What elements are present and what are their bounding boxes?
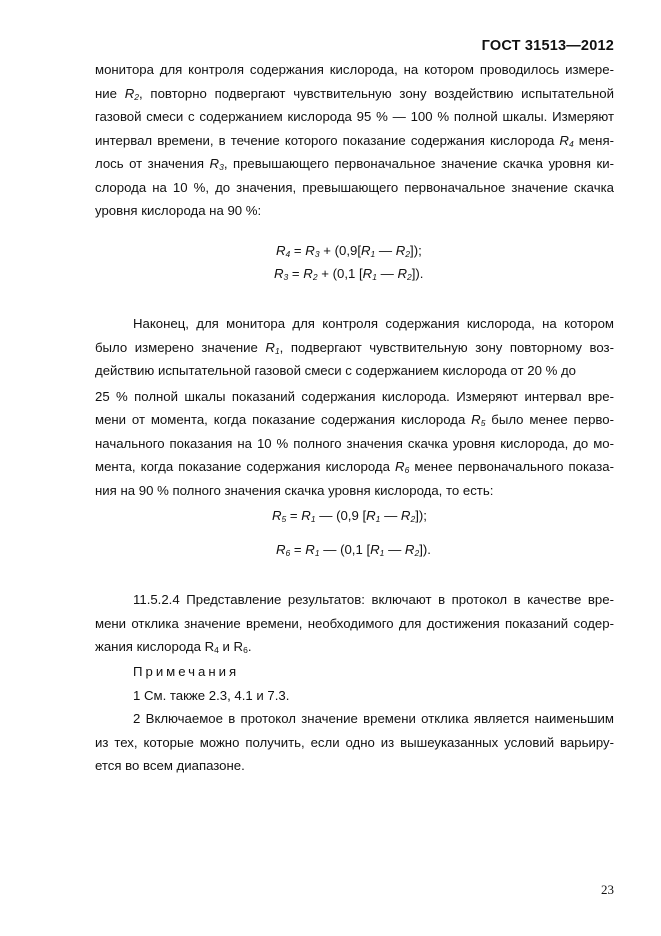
text-segment: менее первоначального показа-ния на 90 % полного значения скачка уровня кислорода, то есть:: [95, 459, 614, 498]
text-segment: меня-лось от значения: [95, 132, 614, 171]
formula-r3: $R_3 = R_2 + (0,1$ [$R_1$ — $R_2$]).: [274, 266, 424, 282]
text-segment: 25 % полной шкалы показаний содержания кислорода. Измеряют интервал вре-мени от момента, когда показание содержания кислорода: [95, 388, 614, 427]
text-segment: было менее перво-начального показания на 10 % полного значения скачка уровня кислорода, до мо-мента, когда показание содержания кислорода: [95, 412, 614, 474]
paragraph-results-presentation: [95, 588, 614, 659]
text-segment: , превышающего первоначальное значение скачка уровня ки-слорода на 10 %, до значения, превышающего первоначальное значение скачка уровня кислорода на 90 %:: [95, 156, 614, 218]
formula-r5: $R_5 = R_1$ — (0,9 [$R_1$ — $R_2$]);: [272, 508, 427, 524]
var-r4: $R_4$: [559, 132, 574, 149]
note-2: 2 Включаемое в протокол значение времени отклика является наименьшим из тех, которые можно получить, если одно из вышеуказанных условий варьиру-ется во всем диапазоне.: [95, 711, 614, 773]
var-r6: $R_6$: [395, 459, 410, 475]
text-segment: Наконец, для монитора для контроля содержания кислорода, на котором было измерено значение: [95, 316, 614, 355]
formula-r6: $R_6 = R_1$ — (0,1 [$R_1$ — $R_2$]).: [276, 542, 431, 558]
var-r2: $R_2$: [124, 85, 140, 102]
paragraph-text: [95, 385, 614, 503]
var-r1: $R_1$: [265, 339, 280, 356]
paragraph-response-time-rise: [95, 58, 614, 223]
paragraph-text: [95, 312, 614, 383]
var-r5: $R_5$: [471, 412, 486, 428]
var-r3: $R_3$: [209, 156, 224, 172]
paragraph-response-time-fall: [95, 312, 614, 502]
text-segment: , повторно подвергают чувствительную зону воздействию испытательной газовой смеси с содержанием кислорода 95 % — 100 % полной шкалы. Измеряют интервал времени, в течение которого показание содержания кислорода: [95, 85, 614, 148]
text-segment: , подвергают чувствительную зону повторному воз-действию испытательной газовой смеси с содержанием кислорода от 20 % до: [95, 339, 614, 378]
notes-title: Примечания: [133, 664, 240, 679]
paragraph-text: 11.5.2.4 Представление результатов: включают в протокол в качестве вре-мени отклика значение времени, необходимого для достижения показаний содер-жания кислорода $R_4$ и $R_6$.: [95, 592, 614, 655]
paragraph-text: [95, 58, 614, 223]
formula-r4: $R_4 = R_3 + (0,9[R_1$ — $R_2$]);: [276, 243, 422, 259]
note-1: 1 См. также 2.3, 4.1 и 7.3.: [133, 687, 290, 703]
document-header: ГОСТ 31513—2012: [481, 38, 614, 54]
text-segment: 11.5.2.4 Представление результатов: включают в протокол в качестве вре-мени отклика значение времени, необходимого для достижения показаний содер-жания кислорода R: [95, 592, 614, 654]
page-number: 23: [601, 882, 614, 897]
text-segment: монитора для контроля содержания кислорода, на котором проводилось измере-ние: [95, 62, 614, 101]
notes-section: [95, 660, 614, 778]
